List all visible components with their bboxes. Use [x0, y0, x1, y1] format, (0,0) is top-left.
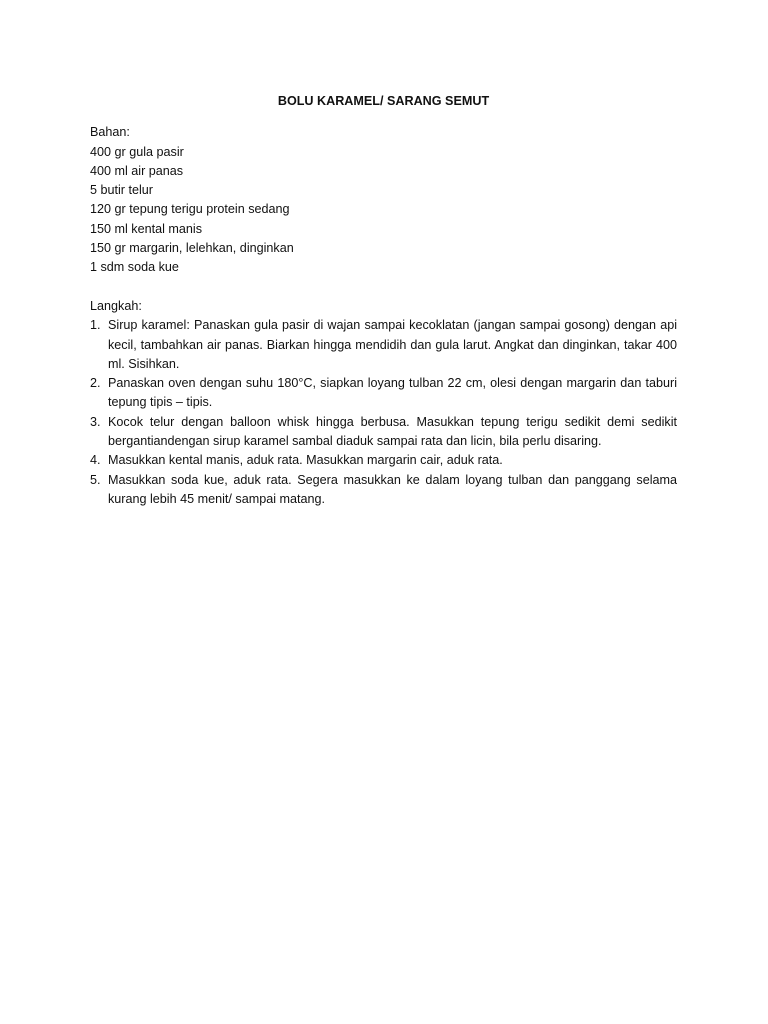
ingredient-item: 150 ml kental manis [90, 221, 202, 236]
step-number: 1. [90, 318, 101, 333]
document-title: BOLU KARAMEL/ SARANG SEMUT [277, 94, 490, 108]
steps-list [90, 316, 677, 509]
step-number: 2. [90, 376, 101, 391]
ingredient-item: 150 gr margarin, lelehkan, dinginkan [90, 241, 294, 256]
ingredients-list [90, 143, 677, 278]
step-item [90, 451, 677, 470]
step-item [90, 471, 677, 510]
ingredient-item: 400 ml air panas [90, 163, 184, 178]
steps-heading: Langkah: [90, 298, 142, 313]
step-number: 5. [90, 472, 101, 487]
ingredient-item: 5 butir telur [90, 183, 153, 198]
step-text: Masukkan soda kue, aduk rata. Segera masukkan ke dalam loyang tulban dan panggang selama kurang lebih 45 menit/ sampai matang. [108, 472, 677, 506]
step-item [90, 374, 677, 413]
step-item [90, 413, 677, 452]
ingredients-heading: Bahan: [90, 125, 130, 140]
ingredient-item: 400 gr gula pasir [90, 144, 184, 159]
step-item [90, 316, 677, 374]
step-text: Masukkan kental manis, aduk rata. Masukkan margarin cair, aduk rata. [108, 453, 503, 468]
ingredient-item: 1 sdm soda kue [90, 260, 179, 275]
step-text: Sirup karamel: Panaskan gula pasir di wajan sampai kecoklatan (jangan sampai gosong) dengan api kecil, tambahkan air panas. Biarkan hingga mendidih dan gula larut. Angkat dan dinginkan, takar 400 ml. Sisihkan. [108, 318, 677, 371]
step-number: 3. [90, 414, 101, 429]
step-text: Kocok telur dengan balloon whisk hingga berbusa. Masukkan tepung terigu sedikit demi sedikit bergantiandengan sirup karamel sambal diaduk sampai rata dan licin, bila perlu disaring. [108, 414, 677, 449]
ingredient-item: 120 gr tepung terigu protein sedang [90, 202, 290, 217]
step-number: 4. [90, 453, 101, 468]
document-page [90, 92, 677, 509]
section-spacer [90, 278, 677, 297]
step-text: Panaskan oven dengan suhu 180°C, siapkan loyang tulban 22 cm, olesi dengan margarin dan taburi tepung tipis – tipis. [108, 376, 677, 410]
